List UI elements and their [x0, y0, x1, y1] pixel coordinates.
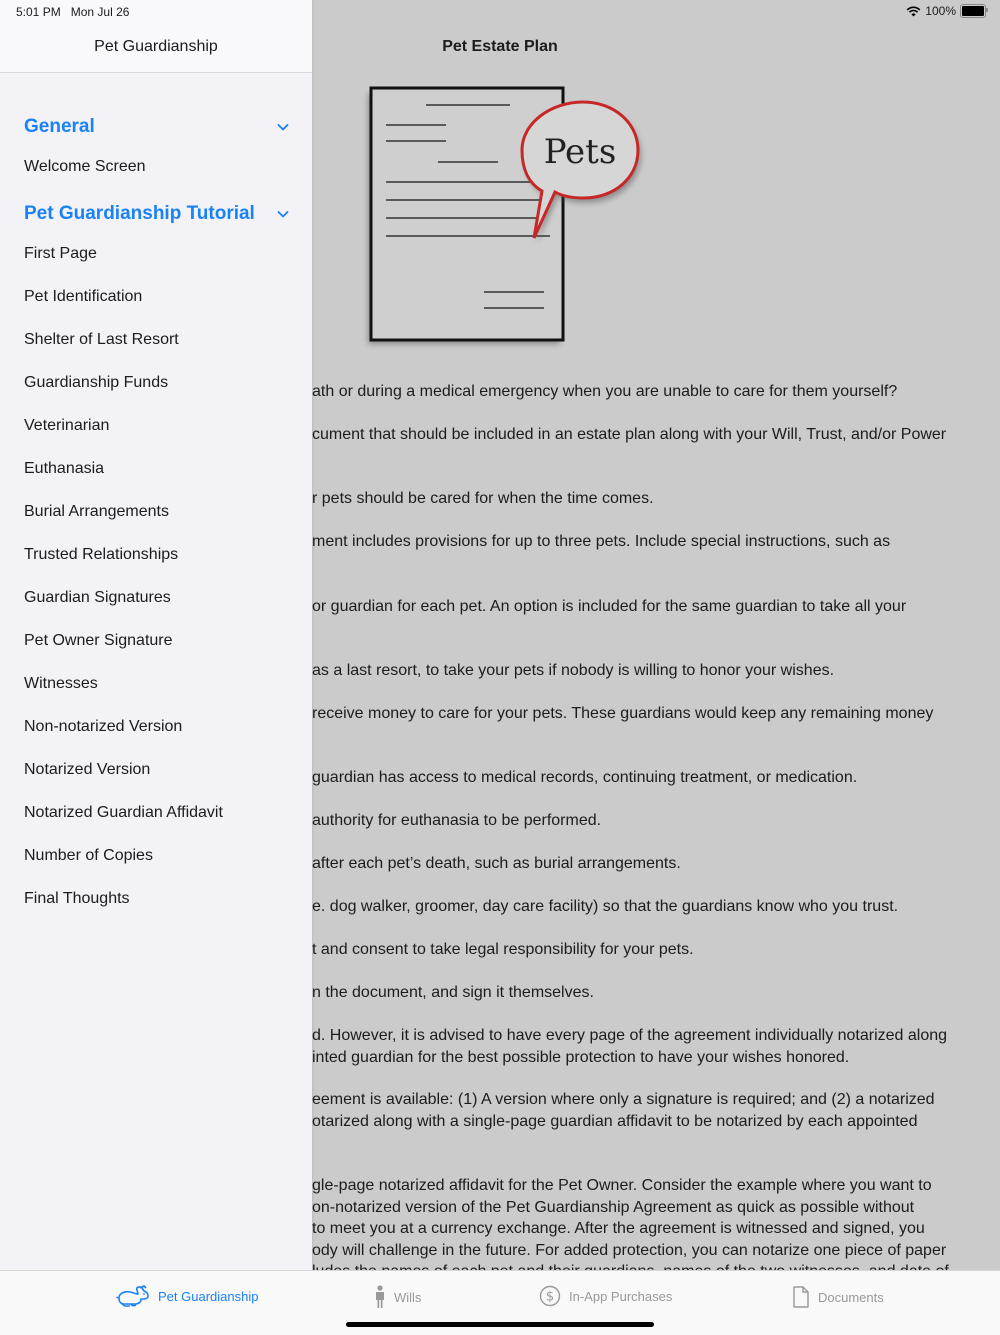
- paragraph-line: d. However, it is advised to have every page of the agreement individually notarized along: [312, 1027, 948, 1044]
- tab-pet-guardianship[interactable]: [116, 1285, 258, 1307]
- body-paragraph: [312, 810, 992, 832]
- wifi-icon: [906, 6, 921, 17]
- sidebar-item[interactable]: Notarized Guardian Affidavit: [24, 804, 223, 821]
- paragraph-line: after each pet’s death, such as burial arrangements.: [312, 855, 681, 872]
- tab-in-app-purchases[interactable]: [539, 1285, 672, 1307]
- sidebar-item[interactable]: Notarized Version: [24, 761, 151, 778]
- illustration-pets-text: Pets: [543, 132, 617, 172]
- rabbit-icon: [116, 1285, 150, 1307]
- tab-label: Documents: [818, 1289, 884, 1305]
- svg-text:$: $: [545, 1289, 555, 1305]
- tab-label: In-App Purchases: [569, 1288, 673, 1304]
- sidebar-item[interactable]: Burial Arrangements: [24, 503, 169, 520]
- sidebar-item[interactable]: Guardian Signatures: [24, 589, 171, 606]
- tab-label: Pet Guardianship: [158, 1288, 259, 1304]
- battery-icon: [960, 4, 986, 18]
- body-paragraph: [312, 982, 992, 1004]
- sidebar-section-header[interactable]: [24, 116, 294, 138]
- body-paragraph: [312, 939, 992, 961]
- sidebar-item[interactable]: Witnesses: [24, 675, 98, 692]
- date-text: Mon Jul 26: [70, 5, 130, 19]
- status-right: [906, 4, 986, 18]
- status-bar: [0, 0, 1000, 24]
- paragraph-line: cument that should be included in an estate plan along with your Will, Trust, and/or Power: [312, 426, 947, 443]
- paragraph-line: e. dog walker, groomer, day care facility) so that the guardians know who you trust.: [312, 898, 899, 915]
- paragraph-line: ath or during a medical emergency when you are unable to care for them yourself?: [312, 383, 898, 400]
- paragraph-line: ody will challenge in the future. For added protection, you can notarize one piece of paper: [312, 1241, 947, 1259]
- sidebar-item[interactable]: Non-notarized Version: [24, 718, 183, 735]
- body-paragraph: [312, 1089, 992, 1132]
- sidebar-item[interactable]: Guardianship Funds: [24, 374, 169, 391]
- paragraph-line: r pets should be cared for when the time comes.: [312, 490, 654, 507]
- paragraph-line: ment includes provisions for up to three pets. Include special instructions, such as: [312, 533, 891, 550]
- tab-documents[interactable]: [792, 1285, 884, 1309]
- body-paragraph: [312, 488, 992, 510]
- sidebar-item[interactable]: Pet Owner Signature: [24, 632, 173, 649]
- sidebar-title: Pet Guardianship: [94, 38, 218, 55]
- sidebar: [0, 0, 312, 1270]
- paragraph-line: on-notarized version of the Pet Guardianship Agreement as quick as possible without: [312, 1198, 915, 1216]
- home-indicator[interactable]: [346, 1322, 654, 1327]
- sidebar-item[interactable]: Welcome Screen: [24, 158, 146, 175]
- paragraph-line: guardian has access to medical records, continuing treatment, or medication.: [312, 769, 858, 786]
- sidebar-item[interactable]: Euthanasia: [24, 460, 105, 477]
- paragraph-line: authority for euthanasia to be performed.: [312, 812, 602, 829]
- paragraph-line: inted guardian for the best possible protection to have your wishes honored.: [312, 1048, 850, 1066]
- paragraph-line: receive money to care for your pets. These guardians would keep any remaining money: [312, 705, 934, 722]
- section-label: Pet Guardianship Tutorial: [24, 203, 255, 224]
- sidebar-item[interactable]: Shelter of Last Resort: [24, 331, 179, 348]
- section-label: General: [24, 116, 95, 137]
- sidebar-item[interactable]: Trusted Relationships: [24, 546, 179, 563]
- paragraph-line: n the document, and sign it themselves.: [312, 984, 594, 1001]
- battery-percent: 100%: [925, 4, 956, 18]
- body-paragraph: [312, 1025, 992, 1068]
- body-paragraph: [312, 381, 992, 403]
- pets-document-illustration: [362, 80, 652, 360]
- paragraph-line: to meet you at a currency exchange. After the agreement is witnessed and signed, you: [312, 1220, 925, 1237]
- detail-title: Pet Estate Plan: [442, 38, 558, 55]
- dollar-circle-icon: [539, 1285, 561, 1307]
- paragraph-line: eement is available: (1) A version where only a signature is required; and (2) a notarized: [312, 1091, 935, 1108]
- paragraph-line: or guardian for each pet. An option is included for the same guardian to take all your: [312, 598, 907, 615]
- time-text: 5:01 PM: [16, 5, 61, 19]
- paragraph-line: as a last resort, to take your pets if nobody is willing to honor your wishes.: [312, 662, 835, 679]
- body-paragraph: [312, 767, 992, 789]
- sidebar-section-header[interactable]: [24, 203, 294, 225]
- chevron-down-icon: [276, 207, 290, 221]
- person-icon: [374, 1285, 386, 1309]
- sidebar-item[interactable]: Pet Identification: [24, 288, 143, 305]
- paragraph-line: gle-page notarized affidavit for the Pet Owner. Consider the example where you want to: [312, 1177, 932, 1194]
- body-paragraph: [312, 424, 992, 446]
- body-paragraph: [312, 660, 992, 682]
- sidebar-item[interactable]: First Page: [24, 245, 97, 262]
- status-time: [16, 5, 129, 19]
- body-paragraph: [312, 1175, 992, 1283]
- tab-wills[interactable]: [374, 1285, 421, 1309]
- body-paragraph: [312, 596, 992, 618]
- body-paragraph: [312, 853, 992, 875]
- sidebar-item[interactable]: Veterinarian: [24, 417, 110, 434]
- sidebar-item[interactable]: Final Thoughts: [24, 890, 130, 907]
- paragraph-line: otarized along with a single-page guardian affidavit to be notarized by each appointed: [312, 1112, 918, 1130]
- body-paragraph: [312, 896, 992, 918]
- body-paragraph: [312, 703, 992, 725]
- tab-label: Wills: [394, 1289, 422, 1305]
- sidebar-item[interactable]: Number of Copies: [24, 847, 153, 864]
- body-paragraph: [312, 531, 992, 553]
- paragraph-line: t and consent to take legal responsibility for your pets.: [312, 941, 694, 958]
- detail-pane: [312, 0, 1000, 1270]
- chevron-down-icon: [276, 120, 290, 134]
- document-icon: [792, 1285, 810, 1309]
